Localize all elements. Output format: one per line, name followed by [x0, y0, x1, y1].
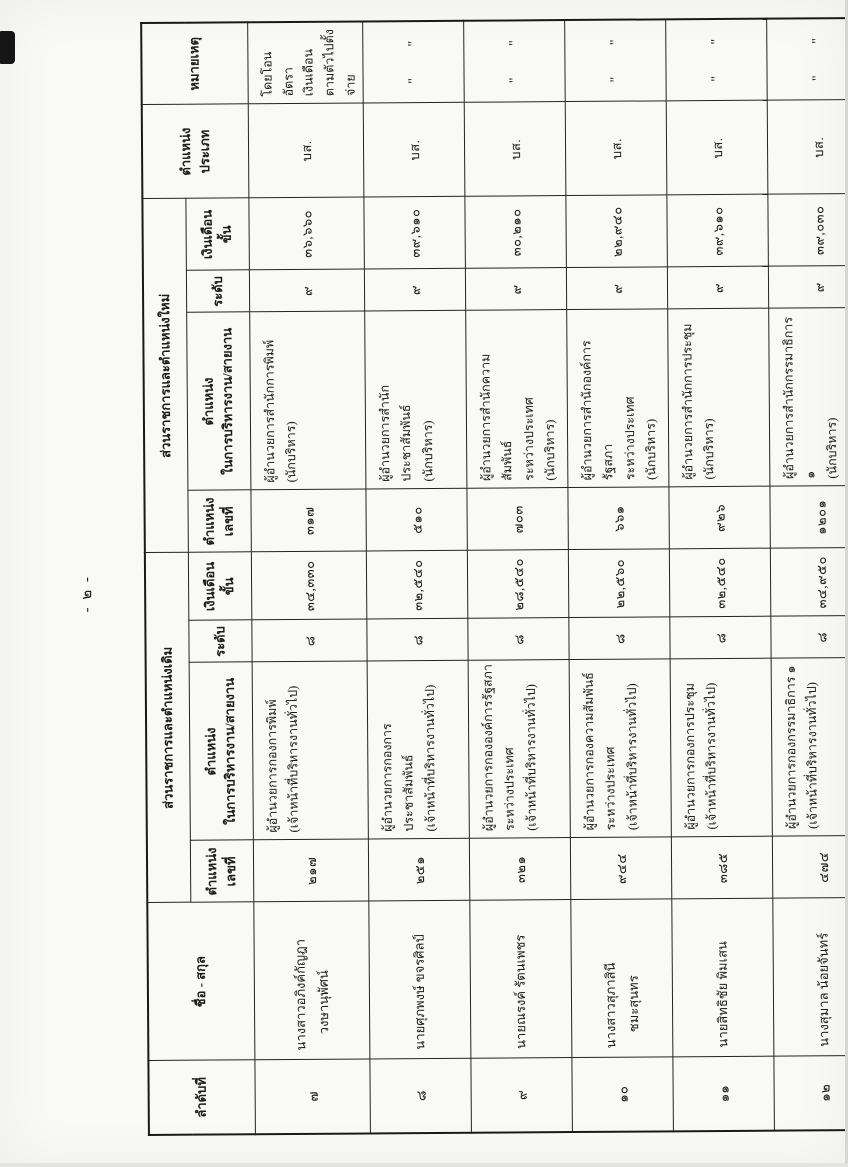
cell-old-position-number: ๒๕๑ [368, 839, 469, 902]
position-line: ผู้อำนวยการสำนักองค์การรัฐสภา [579, 340, 616, 481]
header-remark: หมายเหตุ [141, 22, 248, 105]
name-line: นางสาวอภิงค์กัญฎา [292, 938, 309, 1051]
cell-old-level: ๘ [670, 617, 771, 660]
cell-new-level: ๙ [249, 269, 364, 312]
position-line: ระหว่างประเทศ [603, 746, 619, 831]
cell-old-position-number: ๒๑๗ [253, 839, 369, 902]
cell-new-position-number: ๙๒๖ [669, 487, 770, 550]
cell-old-salary: ๒๘,๕๔๐ [467, 550, 568, 619]
cell-new-salary: ๓๙,๖๑๐ [667, 195, 769, 268]
cell-new-position [668, 309, 770, 488]
cell-new-salary: ๓๙,๖๑๐ [364, 197, 466, 270]
cell-old-salary: ๓๔,๓๓๐ [251, 551, 367, 620]
position-line: ผู้อำนวยการกองกรรมาธิการ ๑ [783, 665, 799, 830]
cell-name [571, 899, 673, 1058]
scan-artifact-blob [0, 31, 15, 64]
cell-new-position-number: ๑๒๐๑ [770, 486, 848, 549]
position-line: ผู้อำนวยการกองการประชุม [682, 683, 698, 830]
position-line: (เจ้าหน้าที่บริหารงานทั่วไป) [286, 685, 302, 833]
table-row [363, 21, 472, 1134]
cell-position-type: บส. [248, 103, 364, 198]
cell-new-position [365, 311, 467, 490]
cell-new-position [769, 308, 848, 487]
position-line: (นักบริหาร) [824, 417, 839, 479]
remark-line: " " [405, 40, 422, 84]
cell-old-salary: ๓๒,๕๔๐ [366, 551, 467, 620]
name-line: นายสิทธิชัย พิมเสน [715, 941, 731, 1048]
name-line: ชมะสุนทร [625, 975, 642, 1033]
cell-position-type: บส. [666, 101, 768, 196]
remark-line: ตามตัวไปตั้งจ่าย [322, 29, 358, 97]
cell-new-salary: ๓๐,๒๑๐ [465, 196, 567, 269]
cell-new-salary: ๒๒,๙๔๐ [566, 195, 668, 268]
cell-new-position-number: ๓๑๗ [251, 489, 367, 552]
header-old-position-number [190, 840, 253, 902]
cell-old-position-number: ๔๗๔ [772, 836, 848, 899]
table-row [248, 21, 371, 1134]
position-line: (นักบริหาร) [284, 421, 299, 483]
cell-remark [767, 18, 848, 101]
cell-name [773, 898, 848, 1057]
cell-position-type: บส. [363, 103, 465, 198]
header-new-posno-line2: เลขที่ [220, 506, 236, 537]
header-name: ชื่อ - สกุล [147, 902, 255, 1061]
cell-new-position-number: ๕๑๐ [366, 489, 467, 552]
cell-new-salary: ๓๖,๖๖๐ [249, 197, 365, 270]
name-line: นายศุภพงษ์ ขจรศิลป์ [411, 934, 428, 1050]
remark-line: " " [506, 40, 523, 84]
header-new-pos-line2: ในการบริหารงาน/สายงาน [219, 327, 236, 475]
cell-remark [464, 20, 566, 103]
position-line: (นักบริหาร) [542, 419, 558, 481]
position-line: ผู้อำนวยการกององค์การรัฐสภา [480, 664, 496, 832]
cell-old-level: ๘ [771, 616, 848, 659]
cell-seq: ๗ [255, 1059, 371, 1134]
cell-new-level: ๙ [769, 266, 848, 309]
cell-remark [248, 21, 364, 104]
cell-seq: ๑๑ [673, 1057, 775, 1132]
position-line: ผู้อำนวยการสำนักประชาสัมพันธ์ [377, 384, 414, 482]
header-new-pos-line1: ตำแหน่ง [200, 377, 217, 426]
cell-old-salary: ๒๒,๕๖๐ [568, 549, 669, 618]
cell-new-position [250, 311, 366, 490]
table-row [666, 19, 775, 1132]
cell-remark [363, 21, 465, 104]
cell-old-position [252, 661, 368, 840]
header-old-position [189, 662, 253, 840]
table-header [141, 22, 255, 1135]
cell-new-level: ๙ [466, 268, 567, 311]
cell-old-salary: ๓๒,๕๔๐ [669, 549, 770, 618]
cell-new-level: ๙ [567, 267, 668, 310]
header-position-type [142, 104, 249, 199]
cell-old-level: ๘ [569, 617, 670, 660]
header-new-position-number [188, 490, 251, 552]
header-group-row [141, 23, 192, 1135]
header-old-salary-line1: เงินเดือน [202, 561, 218, 612]
position-line: ผู้อำนวยการสำนักการพิมพ์ [262, 339, 278, 483]
cell-seq: ๑๐ [572, 1057, 674, 1132]
cell-new-level: ๙ [365, 269, 466, 312]
cell-new-salary: ๓๙,๐๓๐ [768, 194, 848, 267]
header-old-pos-line1: ตำแหน่ง [203, 727, 219, 776]
cell-old-position-number: ๓๘๕ [671, 837, 772, 900]
position-line: (นักบริหาร) [643, 418, 659, 480]
header-new-posno-line1: ตำแหน่ง [201, 497, 217, 546]
cell-new-position-number: ๗๐๓ [467, 488, 568, 551]
cell-old-position [569, 659, 671, 838]
remark-line: " " [708, 38, 725, 82]
remark-line: โดยโอนอัตรา [260, 51, 296, 97]
cell-seq: ๙ [471, 1058, 573, 1133]
header-seq: ลำดับที่ [148, 1060, 255, 1135]
cell-seq: ๘ [370, 1059, 472, 1134]
cell-old-level: ๘ [468, 618, 569, 661]
position-line: ผู้อำนวยการสำนักความสัมพันธ์ [478, 353, 515, 482]
remark-line: " " [607, 39, 624, 83]
cell-old-position [670, 659, 772, 838]
cell-old-position-number: ๓๒๑ [469, 838, 570, 901]
position-line: (เจ้าหน้าที่บริหารงานทั่วไป) [624, 683, 640, 831]
cell-old-position [367, 661, 469, 840]
position-line: (เจ้าหน้าที่บริหารงานทั่วไป) [422, 684, 438, 832]
cell-seq: ๑๒ [774, 1056, 848, 1131]
cell-name [369, 901, 471, 1060]
position-line: (เจ้าหน้าที่บริหารงานทั่วไป) [805, 682, 821, 829]
cell-position-type: บส. [565, 101, 667, 196]
position-line: (นักบริหาร) [420, 420, 435, 482]
header-position-type-line2: ประเภท [196, 129, 212, 174]
table-row [464, 20, 573, 1133]
header-old-salary-line2: ขั้น [221, 577, 237, 596]
cell-old-position [468, 660, 570, 839]
cell-position-type: บส. [767, 100, 848, 195]
cell-new-position [567, 309, 669, 488]
cell-name [254, 901, 370, 1060]
remark-line: เงินเดือน [301, 48, 316, 97]
cell-new-position-number: ๖๖๑ [568, 487, 669, 550]
cell-old-position [771, 658, 848, 837]
cell-remark [666, 19, 768, 102]
header-old-level: ระดับ [189, 620, 252, 662]
header-new-salary-line1: เงินเดือน [199, 209, 215, 260]
name-line: นางสาวสุภาสินี [602, 962, 619, 1049]
table-row [565, 19, 674, 1132]
cell-old-level: ๘ [367, 619, 468, 662]
header-position-type-line1: ตำแหน่ง [177, 127, 193, 176]
cell-new-position [466, 310, 568, 489]
header-old-group: ส่วนราชการและตำแหน่งเดิม [145, 553, 191, 903]
cell-old-salary: ๓๔,๙๕๐ [770, 548, 848, 617]
position-line: (เจ้าหน้าที่บริหารงานทั่วไป) [523, 683, 539, 831]
personnel-transfer-table [140, 17, 848, 1136]
cell-position-type: บส. [464, 102, 566, 197]
position-line: ระหว่างประเทศ [521, 397, 536, 481]
position-line: (นักบริหาร) [702, 418, 717, 480]
table-body [248, 18, 848, 1134]
cell-name [672, 899, 774, 1058]
header-old-salary [188, 552, 251, 620]
scan-bottom-shade [0, 1163, 848, 1167]
header-new-level: ระดับ [186, 270, 249, 312]
position-line: ผู้อำนวยการสำนักการประชุม [680, 323, 696, 480]
cell-old-level: ๘ [252, 619, 367, 662]
cell-name [470, 900, 572, 1059]
position-line: ผู้อำนวยการสำนักกรรมาธิการ ๑ [781, 316, 818, 480]
page-number: - ๒ - [79, 574, 96, 613]
name-line: วงษานุพัศน์ [315, 970, 332, 1035]
position-line: ระหว่างประเทศ [502, 747, 518, 832]
cell-new-level: ๙ [668, 267, 769, 310]
position-line: ผู้อำนวยการกองการพิมพ์ [264, 699, 280, 833]
name-line: นางสุมาล น้อยจันทร์ [815, 932, 832, 1047]
remark-line: " " [809, 37, 826, 82]
header-new-group: ส่วนราชการและตำแหน่งใหม่ [142, 199, 188, 553]
header-new-salary [186, 198, 250, 270]
position-line: (เจ้าหน้าที่บริหารงานทั่วไป) [704, 682, 720, 830]
cell-old-position-number: ๙๔๔ [570, 837, 671, 900]
header-old-posno-line2: เลขที่ [222, 856, 239, 887]
table-row [767, 18, 848, 1131]
header-new-salary-line2: ขั้น [218, 225, 234, 244]
position-line: ผู้อำนวยการกองการประชาสัมพันธ์ [380, 723, 417, 832]
header-old-pos-line2: ในการบริหารงาน/สายงาน [221, 677, 238, 825]
cell-remark [565, 19, 667, 102]
position-line: ผู้อำนวยการกองความสัมพันธ์ [581, 672, 597, 831]
header-old-posno-line1: ตำแหน่ง [204, 847, 220, 896]
header-new-position [187, 312, 251, 490]
position-line: ระหว่างประเทศ [622, 396, 637, 481]
name-line: นายณรงค์ รัตนเพชร [512, 934, 529, 1049]
